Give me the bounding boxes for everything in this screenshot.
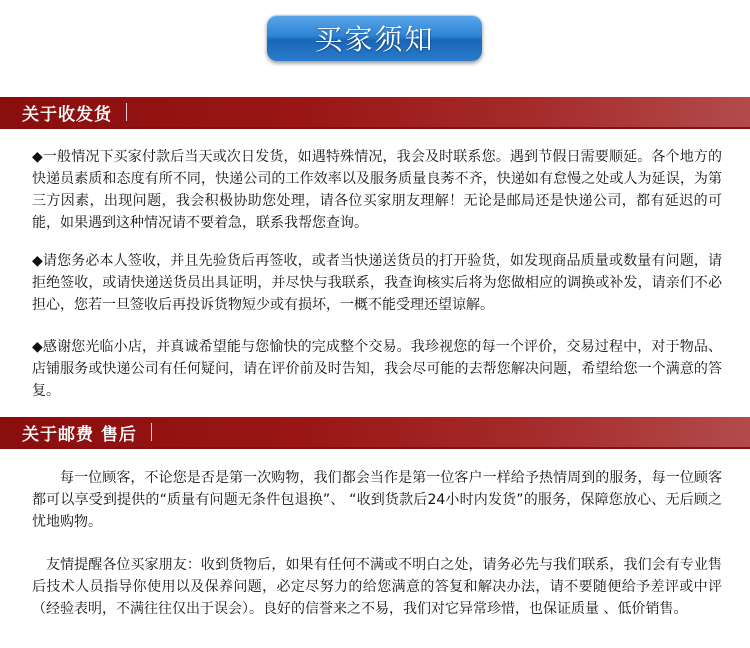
section-header-after-sales xyxy=(0,417,750,447)
section-underline xyxy=(0,127,750,129)
paragraph-shipping-2: ◆请您务必本人签收，并且先验货后再签收，或者当快递送货员的打开验货，如发现商品质量或数量有问题，请拒绝签收，或请快递送货员出具证明，并尽快与我联系，我查询核实后将为您做相应的调换或补发，请亲们不必担心，您若一旦签收后再投诉货物短少或有损坏，一概不能受理还望谅解。 xyxy=(32,253,722,313)
section-heading: 关于邮费 售后 xyxy=(22,424,137,445)
paragraph-shipping-3: ◆感谢您光临小店，并真诚希望能与您愉快的完成整个交易。我珍视您的每一个评价，交易过程中，对于物品、店铺服务或快递公司有任何疑问，请在评价前及时告知，我会尽可能的去帮您解决问题，希望给您一个满意的答复。 xyxy=(32,339,722,399)
paragraph-after-sales-2: 友情提醒各位买家朋友：收到货物后，如果有任何不满或不明白之处，请务必先与我们联系，我们会有专业售后技术人员指导你使用以及保养问题，必定尽努力的给您满意的答复和解决办法，请不要随便给予差评或中评（经验表明，不满往往仅出于误会）。良好的信誉来之不易，我们对它异常珍惜，也保证质量 、低价销售。 xyxy=(32,557,722,617)
section-underline xyxy=(0,447,750,449)
page-title-banner xyxy=(267,15,482,61)
page-title: 买家须知 xyxy=(314,23,435,56)
section-header-shipping xyxy=(0,97,750,127)
paragraph-shipping-1: ◆一般情况下买家付款后当天或次日发货，如遇特殊情况，我会及时联系您。遇到节假日需要顺延。各个地方的快递员素质和态度有所不同，快递公司的工作效率以及服务质量良莠不齐，快递如有怠慢之处或人为延误，为第三方因素，出现问题，我会积极协助您处理，请各位买家朋友理解！无论是邮局还是快递公司，都有延迟的可能，如果遇到这种情况请不要着急，联系我帮您查询。 xyxy=(32,149,722,231)
section-heading: 关于收发货 xyxy=(22,104,112,125)
divider xyxy=(151,423,152,441)
divider xyxy=(126,103,127,121)
paragraph-after-sales-1: 每一位顾客，不论您是否是第一次购物，我们都会当作是第一位客户一样给予热情周到的服务，每一位顾客都可以享受到提供的“质量有问题无条件包退换”、 “收到货款后24小时内发货”的服务，保障您放心、无后顾之忧地购物。 xyxy=(32,470,722,530)
